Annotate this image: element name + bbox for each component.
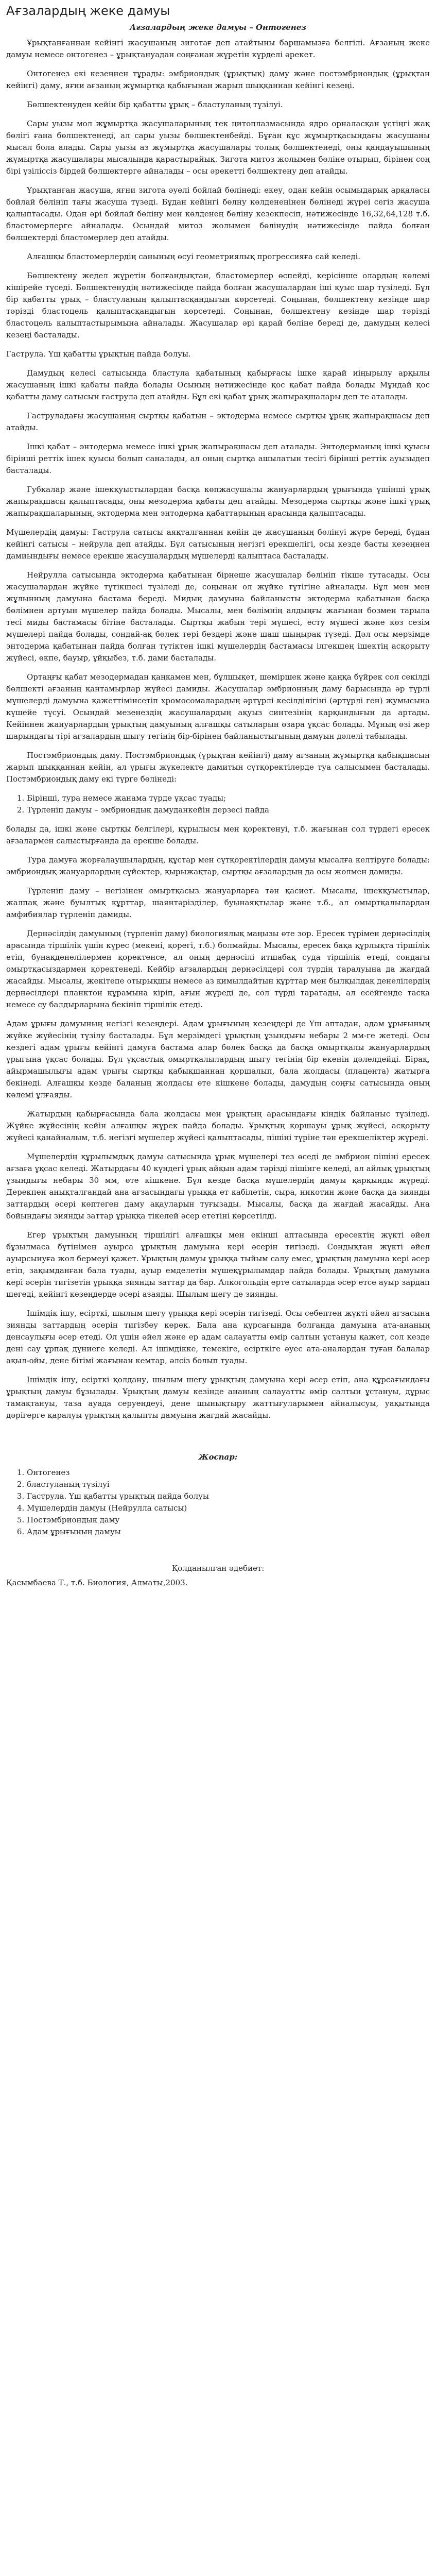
paragraph: Сары уызы мол жұмыртқа жасушаларының тек цитоплазмасында ядро орналасқан үстіңгі жақ бөлігі ғана бөлшектенеді, ал сары уызы бөлшектенбейді. Бұған құс жұмыртқасындағы жасушаны мысал бола алады. Сары уызы аз жұмыртқа жасушалары толық бөлшектенеді, оны қандауышының жұмыртқа жасушалары мысалында қарастырайық. Зигота митоз жолымен бөліне отырып, бірінен соң бірі үзіліссіз бірдей бөлшектерге айналады – осы әрекетті бөлшектену деп атайды. xyxy=(6,119,430,176)
paragraph: Адам ұрығы дамуының негізгі кезеңдері. Адам ұрығының кезеңдері де Үш аптадан, адам ұрығының жүйке жүйесінің түзілу басталады. Бұл мерзімдегі ұрықтың ұзындығы небары 2 мм-ге жетеді. Осы кездегі адам ұрығы кейінгі дамуға бастама алар бөлек басқа да басқа омыртқалы жануарлардың ұрығына ұқсас болады. Бұл ұқсастық омыртқалылардың шығу тегінің бір екенін дәлелдейді. Бірақ, айырмашылығы адам ұрығы сыртқы қабықшаннан қоршалып, бала жолдасы (плацента) жатырға бекінеді. Алғашқы кезде баланың жолдасы өте кішкене болады, дамудың соңғы сатысында оның көлемі ұлғаяды. xyxy=(6,1019,430,1099)
paragraph: Бөлшектену жедел жүретін болғандықтан, бластомерлер өспейді, керісінше олардың көлемі кішірейе түседі. Бөлшектенудің нәтижесінде пайда болған жасушалардан іші қуыс шар түзіледі. Бұл бір қабатты ұрық – бластуланың қалыптасқандығын көрсетеді. Соңынан, бөлшектену кезінде шар тәрізді бластоцель қалыптасқандығын көрсетеді. Соңынан, бөлшектену кезінде шар тәрізді бластоцель қалыптастырымына айналады. Жасушалар әрі қарай бөліне береді де, дамудың келесі кезеңі басталады. xyxy=(6,271,430,340)
paragraph: Нейрулла сатысында эктодерма қабатынан бірнеше жасушалар бөлініп тікше тутасады. Осы жасушалардан жүйке түтікшесі түзіледі де, соңынан ол жүйке түтігіне айналады. Бұл мен мен жұлынның дамуына бастама береді. Мидың дамуына байланысты эктодерма қабатынан басқа бөлімнен артуын мүшелер пайда болады. Мысалы, мен бөлімнің алдыңғы жағынан бозмен тарыла тесі миды бастамасы бітіне басталады. Сыртқы жабын тері мүшесі, есту мүшесі және көз сезім мүшелері пайда болады, сондай-ақ бөлек тері бездері және шаш шыңырақ түзеді. Дәл осы мерзімде энтодерма қабатынан пайда болған түтіктен ішкі мүшелердің бастамасы ілгекшең ішектің асқорыту жүйесі, өкпе, бауыр, ұйқыбез, т.б. дами басталады. xyxy=(6,570,430,663)
plan-list xyxy=(6,1467,430,1538)
plan-item: 4. Мүшелердің дамуы (Нейрулла сатысы) xyxy=(27,1502,430,1514)
paragraph: Егер ұрықтың дамуының тіршілігі алғашқы мен екінші аптасында ересектің жүкті әйел бұзылмаса бүтінімен ауырса ұрықтың дамуына кері әсерін тигізеді. Сондықтан жүкті әйел ауырсынуға жол бермеуі қажет. Ұрықтың дамуы ұрыққа тыйым салу емес, ұрықтың дамуына кері әсер етіп, зақымданған бала туады, ауыр емделетін мүшеқұрылымдар пайда болады. Ұрықтың дамуына кері әсерін тигізетін ұрыққа зиянды заттар да бар. Алкогольдің ерте сатыларда әсер етсе ауыр зардап шегеді, кейінгі кезеңдерде әсері азаяды. Шылым шегу де зиянды. xyxy=(6,1230,430,1299)
plan-item: 6. Адам ұрығының дамуы xyxy=(27,1526,430,1538)
paragraph: Онтогенез екі кезеңнен тұрады: эмбриондық (ұрықтық) даму және постэмбриондық (ұрықтан кейінгі) даму, яғни ағзаның жұмыртқа қабығынан жарып шыққаннан кейінгі кезеңі. xyxy=(6,69,430,90)
document-subtitle: Ағзалардың жеке дамуы – Онтогенез xyxy=(130,23,306,32)
paragraph: Алғашқы бластомерлердің санының өсуі геометриялық прогрессияға сай келеді. xyxy=(27,252,361,261)
document-body xyxy=(6,37,430,1421)
paragraph: Мүшелердің дамуы: Гаструла сатысы аяқталғаннан кейін де жасушаның бөлінуі жүре береді, бұдан кейінгі сатысы – нейрула деп атайды. Бұл сатысының негізгі ерекшелігі, осы кезде басты кезеңнен дамиындығы немесе ерекше жасушалардың мүшелерді қалыптаса басталады. xyxy=(6,528,430,561)
paragraph: Ішкі қабат – энтодерма немесе ішкі ұрық жапырақшасы деп аталады. Энтодерманың ішкі қуысы бірінші реттік ішек қуысы болып саналады, ал оның сыртқа ашылатын тесігі бірінші реттік ауызыдеп басталады. xyxy=(6,442,430,475)
paragraph: Дамудың келесі сатысында бластула қабатының қабырғасы ішке қарай иіңырылу арқылы жасушаның ішкі қабаты пайда болады Осының нәтижесінде қос қабат пайда болады Мұндай қос қабатты даму сатысын гаструла деп атайды. Бұл екі қабат ұрық жапырақшалары деп те аталады. xyxy=(6,368,430,401)
paragraph: Губкалар және ішекқуыстылардан басқа көпжасушалы жануарлардың ұрығында үшінші ұрық жапырақшасы қалыптасады, оны мезодерма қабаты деп атайды. Мезодерма сыртқы және ішкі ұрық жапырақшаларының, эктодерма мен энтодерма қабаттарының арасында қалыптасады. xyxy=(6,485,430,518)
paragraph: Түрленіп даму – негізінен омыртқасыз жануарларға тән қасиет. Мысалы, ішекқуыстылар, жалпақ және буылтық құрттар, шаянтәрізділер, буынаяқтылар және т.б., ал омыртқалылардан амфибиялар түрленіп дамиды. xyxy=(6,886,430,919)
plan-item: 5. Постэмбриондық даму xyxy=(27,1514,430,1526)
list-item: 2. Түрленіп дамуы – эмбриондық дамуданкейін дерзесі пайда xyxy=(27,804,430,816)
paragraph: Ұрықтанған жасуша, яғни зигота әуелі бойлай бөлінеді: екеу, одан кейін осымыдарық арқаласы бойлай бөлініп тағы жасуша түзеді. Бұдан кейінгі бөлну көлденеңінен бөлінеді жүреі сегіз жасуша қалыптасады. Одан әрі бойлай бөліну мен көлденең бөліну кезекпесіп, нәтижесінде 16,32,64,128 т.б. бластомерлерге айналады. Осындай митоз жолымен бөлінудің нәтижесінде пайда болған бөлшектерді бластомерлер деп атайды. xyxy=(6,185,430,242)
paragraph: болады да, ішкі және сыртқы белгілері, құрылысы мен қоректенуі, т.б. жағынан сол түрдегі ересек ағзалармен салыстырғанда да ерекше болады. xyxy=(6,824,430,845)
paragraph: Бөлшектенуден кейін бір қабатты ұрық – бластуланың түзілуі. xyxy=(27,100,283,109)
plan-item: 2. бластуланың түзілуі xyxy=(27,1479,430,1490)
references-list xyxy=(6,1578,430,1587)
paragraph: Гаструла. Үш қабатты ұрықтың пайда болуы. xyxy=(6,349,191,359)
paragraph: Дернәсілдің дамуының (түрленіп даму) биологиялық маңызы өте зор. Ересек түрімен дернәсілдің арасында тіршілік үшін күрес (мекені, қорегі, т.б.) болмайды. Мысалы, ересек бақа құрлықта тіршілік етіп, бунақденелілермен қоректенсе, ал оның дернәсілі итшабақ суда тіршілік етеді, сондағы омыртқасыздармен қоректенеді. Кейбір ағзалардың дернәсілдері сол түрдің таралуына да жағдай жасайды. Мысалы, жекітепе отырықшы немесе аз қимылдайтын құрттар мен былқылдақ денелілердің дернәсілдері планктон құрамына кіріп, ағын жүреді де, сол түрді таратады, ал есейгенде тасқа немесе су балдырларына бекініп тіршілік етеді. xyxy=(6,929,430,1009)
page-title: Ағзалардың жеке дамуы xyxy=(6,4,170,18)
list-item: 1. Бірінші, тура немесе жанама түрде ұқсас туады; xyxy=(27,792,430,804)
paragraph: Мүшелердің құрылымдық дамуы сатысында ұрық мүшелері тез өседі де эмбрион пішіні ересек ағзаға ұқсас келеді. Жатырдағы 40 күндегі ұрық айқын адам тәрізді пішінге келеді, ал айлық ұрықтың ұзындығы небары 30 мм, өте кішкене. Бұл кезде басқа мүшелердің дамуы қарқынды жүреді. Дерекпен анықталғандай ана ағзасындағы ұрыққа ет қабілетін, сыра, никотин және басқа да зиянды заттардың әсері көптеген даму ақауларын туғызады. Мысалы, басқа да жағдай жасайды. Ана бойындағы зиянды заттар ұрыққа тікелей әсер ететіні көрсетілді. xyxy=(6,1152,430,1221)
reference-item: Қасымбаева Т., т.б. Биология, Алматы,2003. xyxy=(6,1578,188,1587)
plan-item: 1. Онтогенез xyxy=(27,1467,430,1479)
references-title: Қолданылған әдебиет: xyxy=(171,1564,265,1573)
paragraph: Ішімдік ішу, есірткі қолдану, шылым шегу ұрықтың дамуына кері әсер етіп, ана құрсағындағы ұрықтың дамуы бұзылады. Ұрықтың дамуы кезінде ананың салауатты өмір салтын ұстануы, дұрыс тамақтануы, таза ауада серуендеуі, дене шынықтыру жаттығуларымен айналысуы, уақытында дәрігерге қаралуы ұрықтың қалыпты дамуына жағдай жасайды. xyxy=(6,1375,430,1420)
paragraph: Гаструладағы жасушаның сыртқы қабатын – эктодерма немесе сыртқы ұрық жапырақшасы деп атайды. xyxy=(6,411,430,432)
plan-title: Жоспар: xyxy=(198,1452,238,1462)
paragraph: Ұрықтанғаннан кейінгі жасушаның зиготағ деп атайтыны баршамызға белгілі. Ағзаның жеке дамуы немесе онтогенез – ұрықтануадан соңғанан жүретін күрделі әрекет. xyxy=(6,38,430,59)
plan-section xyxy=(6,1452,430,1538)
paragraph: Постэмбриондық даму. Постэмбриондық (ұрықтан кейінгі) даму ағзаның жұмыртқа қабықшасын жарып шыққаннан кейін, ал ұрығы жүкелекте дамитын сүтқоректілерде туа салысымен басталады. Постэмбриондық даму екі түрге бөлінеді: xyxy=(6,751,430,784)
paragraph: Ішімдік ішу, есірткі, шылым шегу ұрыққа кері әсерін тигізеді. Осы себептен жүкті әйел ағзасына зиянды заттардың әсерін тигізбеу керек. Бала ана құрсағында болғанда дамуына ата-ананың денсаулығы әсер етеді. Ол үшін әйел және ер адам салауатты өмір салтын ұстануы қажет, сол кезде дені сау ұрпақ дүниеге келеді. Ал ішімдікке, темекіге, есірткіге әуес ата-аналардан туған балалар ақыл-ойы, дене бітімі жағынан кемтар, әлсіз болып туады. xyxy=(6,1309,430,1365)
paragraph: Ортаңғы қабат мезодермадан қаңқамен мен, бұлшықет, шеміршек және қаңқа бүйрек сол секілді бөлшекті ағзаның қантамырлар жүйесі дамиды. Жасушалар эмбрионның даму барысында әр түрлі мүшелерді дамуына қажеттімінсетіп хромосомаларадың әртүрлі кесілділігіні (әртүрлі ген) жумысына күшейе түсуі. Осындай мезенездің жасушалардың ақуыз синтезінің қарқындығын да артады. Кейіннен жануарлардың ұрықтың дамуының алғашқы сатыларын өзара ұқсас болады. Мұның өзі жер шарындағы тірі ағзалардың шығу тегінің бір-бірінен байланыстығының дамуын дәлелі табылады. xyxy=(6,672,430,741)
paragraph: Тура дамуға жорғалаушылардың, құстар мен сүтқоректілердің дамуы мысалға келтіруге болады: эмбриондық жануарлардың сүйектер, қырыжақтар, сыртқы ағзалардың да осы жолмен дамиды. xyxy=(6,855,430,876)
plan-item: 3. Гаструла. Үш қабатты ұрықтың пайда болуы xyxy=(27,1490,430,1502)
development-types-list xyxy=(6,792,430,816)
paragraph: Жатырдың қабырғасында бала жолдасы мен ұрықтың арасындағы кіндік байланыс түзіледі. Жүйке жүйесінің кейін алғашқы жүрек пайда болады. Ұрықтың қоршауы ұрық жүйесі, асқорыту жүйесі қанайналым, т.б. негізгі мүшелер жүйесі қалыптасады, пішіні түріне тән ерекшеліктер жүреді. xyxy=(6,1109,430,1142)
